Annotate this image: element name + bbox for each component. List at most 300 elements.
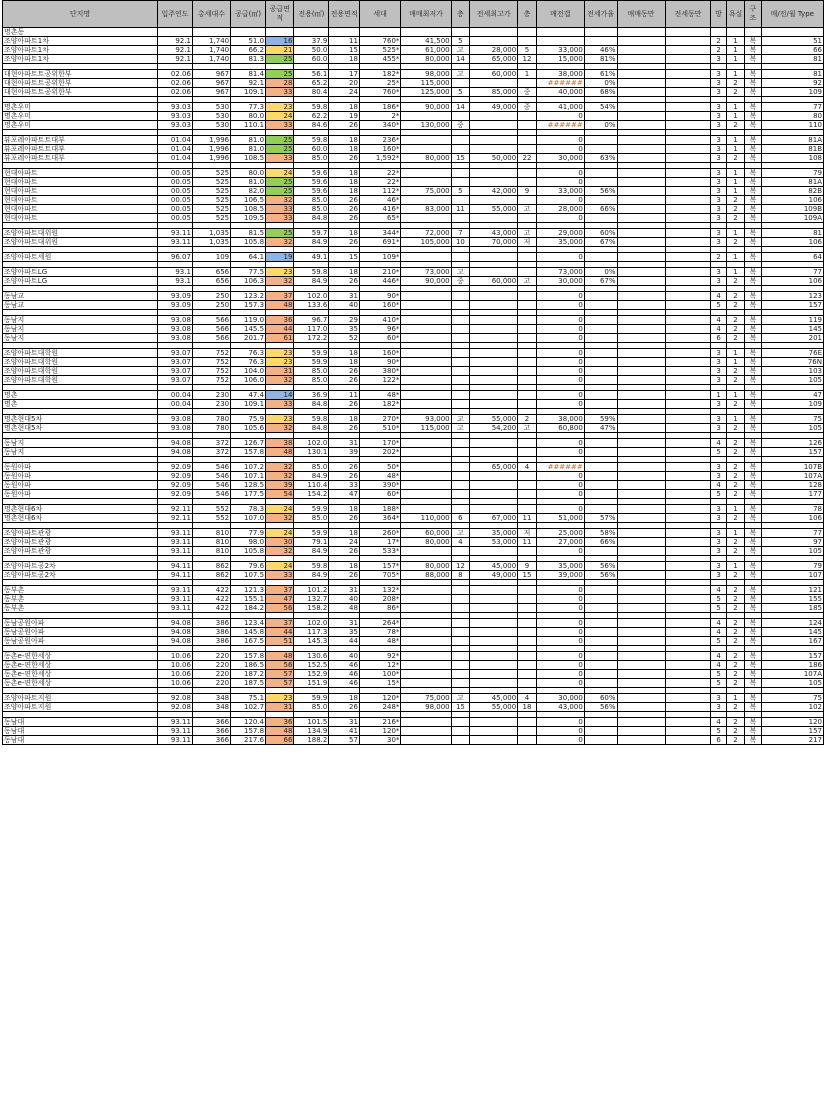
table-cell (584, 358, 617, 367)
column-header: 매매최저가 (401, 1, 451, 28)
table-cell: 2 (726, 472, 745, 481)
table-cell: 93.1 (158, 277, 193, 286)
table-cell: 105 (761, 424, 823, 433)
table-cell: 2 (726, 670, 745, 679)
table-cell (617, 619, 665, 628)
table-cell (518, 112, 537, 121)
table-cell: 1 (726, 37, 745, 46)
table-cell: 1 (726, 145, 745, 154)
table-cell: 1,035 (192, 229, 230, 238)
table-cell: 1,740 (192, 37, 230, 46)
table-cell: 38 (266, 439, 294, 448)
table-cell: 11 (518, 538, 537, 547)
table-row (3, 88, 824, 97)
table-cell: 110.1 (231, 121, 266, 130)
table-cell: 107A (761, 472, 823, 481)
table-cell: 566 (192, 316, 230, 325)
table-cell (518, 652, 537, 661)
table-cell (401, 112, 451, 121)
table-cell: 11 (329, 391, 360, 400)
table-cell: 81.0 (231, 136, 266, 145)
table-cell: 19 (329, 112, 360, 121)
complex-name-cell: 대현아파트트공위한부 (3, 70, 158, 79)
table-cell: 01.04 (158, 136, 193, 145)
table-row (3, 637, 824, 646)
table-cell: 186 (761, 661, 823, 670)
table-cell: 복 (745, 562, 761, 571)
table-cell: 2 (726, 439, 745, 448)
table-cell (584, 253, 617, 262)
table-cell (451, 547, 470, 556)
table-cell: 48 (329, 604, 360, 613)
table-cell: 61 (266, 334, 294, 343)
table-cell: 0% (584, 121, 617, 130)
table-cell: 217.6 (231, 736, 266, 745)
table-cell: 102.0 (294, 619, 329, 628)
complex-name-cell: 현대아파트 (3, 169, 158, 178)
table-cell: 2 (726, 88, 745, 97)
table-cell: 33,000 (536, 46, 584, 55)
table-cell: 75.9 (231, 415, 266, 424)
table-cell (617, 505, 665, 514)
table-cell: 186* (359, 103, 400, 112)
table-cell (401, 661, 451, 670)
complex-name-cell: 현대아파트 (3, 187, 158, 196)
table-cell: 복 (745, 238, 761, 247)
table-row (3, 490, 824, 499)
table-cell: 24 (266, 562, 294, 571)
table-cell: 81.5 (231, 229, 266, 238)
table-cell: 103 (761, 367, 823, 376)
complex-name-cell: 현대아파트 (3, 196, 158, 205)
table-cell (451, 463, 470, 472)
table-cell: 2 (726, 604, 745, 613)
table-cell: 12 (518, 55, 537, 64)
table-cell: 187.5 (231, 679, 266, 688)
complex-name-cell: 조양아파트관광 (3, 529, 158, 538)
table-cell (470, 472, 518, 481)
table-cell: 93.11 (158, 736, 193, 745)
table-cell (518, 358, 537, 367)
table-cell: 92.09 (158, 472, 193, 481)
table-cell: 264* (359, 619, 400, 628)
table-cell: 93.1 (158, 268, 193, 277)
table-cell: 366 (192, 718, 230, 727)
complex-name-cell: 명촌 (3, 400, 158, 409)
table-cell: 28,000 (536, 205, 584, 214)
table-cell (617, 490, 665, 499)
table-cell: 45,000 (470, 562, 518, 571)
table-cell: 80.4 (294, 88, 329, 97)
complex-name-cell: 동원아파 (3, 490, 158, 499)
table-cell: 230 (192, 391, 230, 400)
table-cell: 386 (192, 637, 230, 646)
table-cell: 1 (726, 229, 745, 238)
table-cell: 고 (518, 229, 537, 238)
table-cell: 340* (359, 121, 400, 130)
table-cell: 145 (761, 325, 823, 334)
table-cell (518, 301, 537, 310)
complex-name-cell: 조양아파트관광 (3, 547, 158, 556)
table-cell: 3 (711, 79, 726, 88)
table-cell: 84.9 (294, 571, 329, 580)
table-cell: 25 (266, 178, 294, 187)
table-cell: 31 (266, 367, 294, 376)
table-cell: 29,000 (536, 229, 584, 238)
table-cell: 109A (761, 214, 823, 223)
table-cell: 49,000 (470, 103, 518, 112)
table-cell (518, 178, 537, 187)
table-cell: 15 (451, 703, 470, 712)
table-cell: 88,000 (401, 571, 451, 580)
table-cell (617, 586, 665, 595)
table-cell: 1 (726, 391, 745, 400)
table-cell: 93.03 (158, 112, 193, 121)
table-cell: 33 (266, 214, 294, 223)
table-cell: 17* (359, 538, 400, 547)
table-cell: 93.11 (158, 727, 193, 736)
table-cell: 00.05 (158, 214, 193, 223)
table-cell: 복 (745, 415, 761, 424)
table-cell (617, 112, 665, 121)
table-cell (401, 145, 451, 154)
table-cell: 416* (359, 205, 400, 214)
table-cell: 복 (745, 268, 761, 277)
table-row (3, 112, 824, 121)
table-cell: 1,740 (192, 46, 230, 55)
table-cell: 1 (726, 694, 745, 703)
table-cell: 59.7 (294, 229, 329, 238)
table-cell (518, 628, 537, 637)
table-cell: 복 (745, 694, 761, 703)
table-cell: 52 (329, 334, 360, 343)
table-cell: 94.11 (158, 571, 193, 580)
table-cell (665, 679, 711, 688)
table-cell: 132* (359, 586, 400, 595)
table-cell: 복 (745, 79, 761, 88)
table-cell: 133.6 (294, 301, 329, 310)
table-cell (401, 652, 451, 661)
table-cell (451, 727, 470, 736)
table-cell (617, 196, 665, 205)
table-cell: 56% (584, 571, 617, 580)
table-row (3, 292, 824, 301)
complex-name-cell: 조양아파트LG (3, 277, 158, 286)
table-cell: 32 (266, 514, 294, 523)
table-cell: 14 (266, 391, 294, 400)
table-cell: 24 (329, 88, 360, 97)
table-cell (617, 205, 665, 214)
table-cell: 64.1 (231, 253, 266, 262)
column-header: 전세최고가 (470, 1, 518, 28)
table-cell: 525 (192, 169, 230, 178)
table-cell: 1 (726, 349, 745, 358)
table-row (3, 187, 824, 196)
table-cell (617, 604, 665, 613)
table-cell (584, 400, 617, 409)
table-cell: 23 (266, 103, 294, 112)
table-cell: 2 (726, 205, 745, 214)
table-cell: 25 (266, 187, 294, 196)
table-cell (665, 253, 711, 262)
table-cell: 105 (761, 376, 823, 385)
table-cell (617, 70, 665, 79)
table-cell (470, 367, 518, 376)
table-cell (584, 619, 617, 628)
complex-name-cell: 조양아파트지원 (3, 703, 158, 712)
table-cell (518, 505, 537, 514)
table-row (3, 670, 824, 679)
table-cell: 17 (329, 70, 360, 79)
table-row (3, 178, 824, 187)
complex-name-cell: 명촌우미 (3, 103, 158, 112)
table-cell: 167.5 (231, 637, 266, 646)
table-cell: 33 (266, 205, 294, 214)
table-cell: 201.7 (231, 334, 266, 343)
table-cell: 566 (192, 325, 230, 334)
table-cell (451, 718, 470, 727)
table-cell: 0 (536, 358, 584, 367)
table-cell: 2 (726, 301, 745, 310)
table-cell: 0 (536, 619, 584, 628)
table-cell: 55,000 (470, 205, 518, 214)
table-cell (470, 439, 518, 448)
table-cell: 고 (518, 205, 537, 214)
table-row (3, 586, 824, 595)
table-cell: 106 (761, 277, 823, 286)
table-cell (451, 400, 470, 409)
column-header: 구조 (745, 1, 761, 28)
table-cell (451, 472, 470, 481)
table-row (3, 604, 824, 613)
table-cell: 1 (726, 253, 745, 262)
complex-name-cell: 조양아파트지원 (3, 694, 158, 703)
table-cell: 복 (745, 316, 761, 325)
table-cell (617, 121, 665, 130)
table-cell: 157* (359, 562, 400, 571)
table-cell (617, 229, 665, 238)
table-cell: 107B (761, 463, 823, 472)
table-cell: 61,000 (401, 46, 451, 55)
table-cell: 복 (745, 505, 761, 514)
table-row (3, 301, 824, 310)
table-cell: 109 (192, 253, 230, 262)
table-row (3, 145, 824, 154)
table-cell: 0 (536, 628, 584, 637)
table-cell: 85.0 (294, 703, 329, 712)
table-cell (665, 661, 711, 670)
table-cell: 0 (536, 505, 584, 514)
table-cell (470, 37, 518, 46)
table-cell: 92.11 (158, 505, 193, 514)
table-cell: 530 (192, 103, 230, 112)
table-cell (584, 670, 617, 679)
table-cell (401, 547, 451, 556)
table-row (3, 334, 824, 343)
table-cell: 복 (745, 439, 761, 448)
table-cell: 44 (329, 637, 360, 646)
table-cell: 106 (761, 196, 823, 205)
table-cell: 386 (192, 619, 230, 628)
table-cell (665, 268, 711, 277)
table-cell (451, 79, 470, 88)
table-cell (665, 349, 711, 358)
table-cell: 525 (192, 187, 230, 196)
table-cell (470, 358, 518, 367)
table-cell: 18 (329, 136, 360, 145)
table-cell (470, 718, 518, 727)
complex-name-cell: 동남지 (3, 316, 158, 325)
table-cell (665, 112, 711, 121)
table-cell: 44 (266, 628, 294, 637)
table-cell: 93.07 (158, 367, 193, 376)
table-cell: 0 (536, 718, 584, 727)
complex-name-cell: 동부촌 (3, 595, 158, 604)
table-cell: 85.0 (294, 463, 329, 472)
table-cell: 48 (266, 448, 294, 457)
table-cell: 25 (266, 229, 294, 238)
table-row (3, 727, 824, 736)
table-cell: 93.07 (158, 349, 193, 358)
table-cell (518, 619, 537, 628)
table-cell: 121 (761, 586, 823, 595)
table-cell: 152.9 (294, 670, 329, 679)
table-cell: 79 (761, 169, 823, 178)
table-cell: 3 (711, 547, 726, 556)
table-cell: 65,000 (470, 463, 518, 472)
table-cell (617, 136, 665, 145)
table-cell: 12* (359, 661, 400, 670)
table-cell (518, 376, 537, 385)
table-cell: 47.4 (231, 391, 266, 400)
table-cell (665, 214, 711, 223)
table-cell (518, 490, 537, 499)
table-cell (617, 325, 665, 334)
table-cell: 184.2 (231, 604, 266, 613)
table-cell (401, 637, 451, 646)
table-cell (470, 301, 518, 310)
table-cell (584, 586, 617, 595)
table-row (3, 214, 824, 223)
complex-name-cell: 동원아파 (3, 472, 158, 481)
table-cell: 5 (711, 637, 726, 646)
table-cell: 59.9 (294, 349, 329, 358)
table-cell (584, 292, 617, 301)
table-cell: 3 (711, 121, 726, 130)
table-cell: 0 (536, 736, 584, 745)
table-row (3, 463, 824, 472)
table-cell: 32 (266, 277, 294, 286)
table-cell (617, 637, 665, 646)
table-cell: 5 (711, 595, 726, 604)
table-cell: 101.2 (294, 586, 329, 595)
table-cell: 23 (266, 268, 294, 277)
table-cell: 525 (192, 178, 230, 187)
table-cell: 81.3 (231, 55, 266, 64)
table-cell: 752 (192, 349, 230, 358)
complex-name-cell: 조양아파트공2차 (3, 571, 158, 580)
complex-name-cell: 동남교 (3, 292, 158, 301)
table-cell: 248* (359, 703, 400, 712)
table-cell: 59.8 (294, 136, 329, 145)
table-cell (518, 670, 537, 679)
table-cell (401, 490, 451, 499)
table-cell: 0 (536, 253, 584, 262)
table-cell: 1 (518, 70, 537, 79)
table-cell: 0 (536, 472, 584, 481)
table-cell (584, 505, 617, 514)
table-cell (401, 136, 451, 145)
table-cell: 2 (726, 547, 745, 556)
table-cell: 155 (761, 595, 823, 604)
table-cell: 108.5 (231, 205, 266, 214)
table-cell: 복 (745, 253, 761, 262)
complex-name-cell: 동남지 (3, 448, 158, 457)
table-cell: 복 (745, 637, 761, 646)
complex-name-cell: 동부촌 (3, 586, 158, 595)
table-cell: 80,000 (401, 538, 451, 547)
table-cell: 4 (711, 652, 726, 661)
table-cell: 157 (761, 301, 823, 310)
table-row (3, 562, 824, 571)
table-row (3, 205, 824, 214)
table-cell: 60.0 (294, 55, 329, 64)
table-cell (584, 214, 617, 223)
table-cell (584, 169, 617, 178)
table-cell: 157.8 (231, 448, 266, 457)
table-cell: 0% (584, 79, 617, 88)
table-row (3, 439, 824, 448)
table-cell: 49.1 (294, 253, 329, 262)
table-cell: 780 (192, 424, 230, 433)
table-cell: 2 (711, 46, 726, 55)
table-cell: 32 (266, 376, 294, 385)
complex-name-cell: 조양아파트대학원 (3, 358, 158, 367)
table-cell (470, 490, 518, 499)
table-cell: 93.07 (158, 376, 193, 385)
table-row (3, 547, 824, 556)
table-cell: 00.05 (158, 169, 193, 178)
table-cell: 66.2 (231, 46, 266, 55)
table-cell: 145.3 (294, 637, 329, 646)
table-cell: 72,000 (401, 229, 451, 238)
table-cell (518, 196, 537, 205)
table-cell: 복 (745, 292, 761, 301)
table-cell: 15 (329, 46, 360, 55)
table-cell: 344* (359, 229, 400, 238)
table-cell: 6 (451, 514, 470, 523)
table-cell: 81 (761, 70, 823, 79)
table-cell: 1 (726, 562, 745, 571)
table-row (3, 694, 824, 703)
table-cell: 60% (584, 694, 617, 703)
table-cell: 3 (711, 169, 726, 178)
table-cell: 65,000 (470, 55, 518, 64)
table-cell: 26 (329, 547, 360, 556)
column-header: 공급(㎡) (231, 1, 266, 28)
table-cell: 109.5 (231, 214, 266, 223)
table-cell (617, 238, 665, 247)
table-cell (665, 718, 711, 727)
table-cell: 85.0 (294, 514, 329, 523)
table-cell (470, 661, 518, 670)
table-cell (470, 214, 518, 223)
table-cell (617, 736, 665, 745)
table-cell: 79.6 (231, 562, 266, 571)
table-cell: 93.08 (158, 325, 193, 334)
complex-name-cell: 동남지 (3, 439, 158, 448)
table-cell (665, 70, 711, 79)
